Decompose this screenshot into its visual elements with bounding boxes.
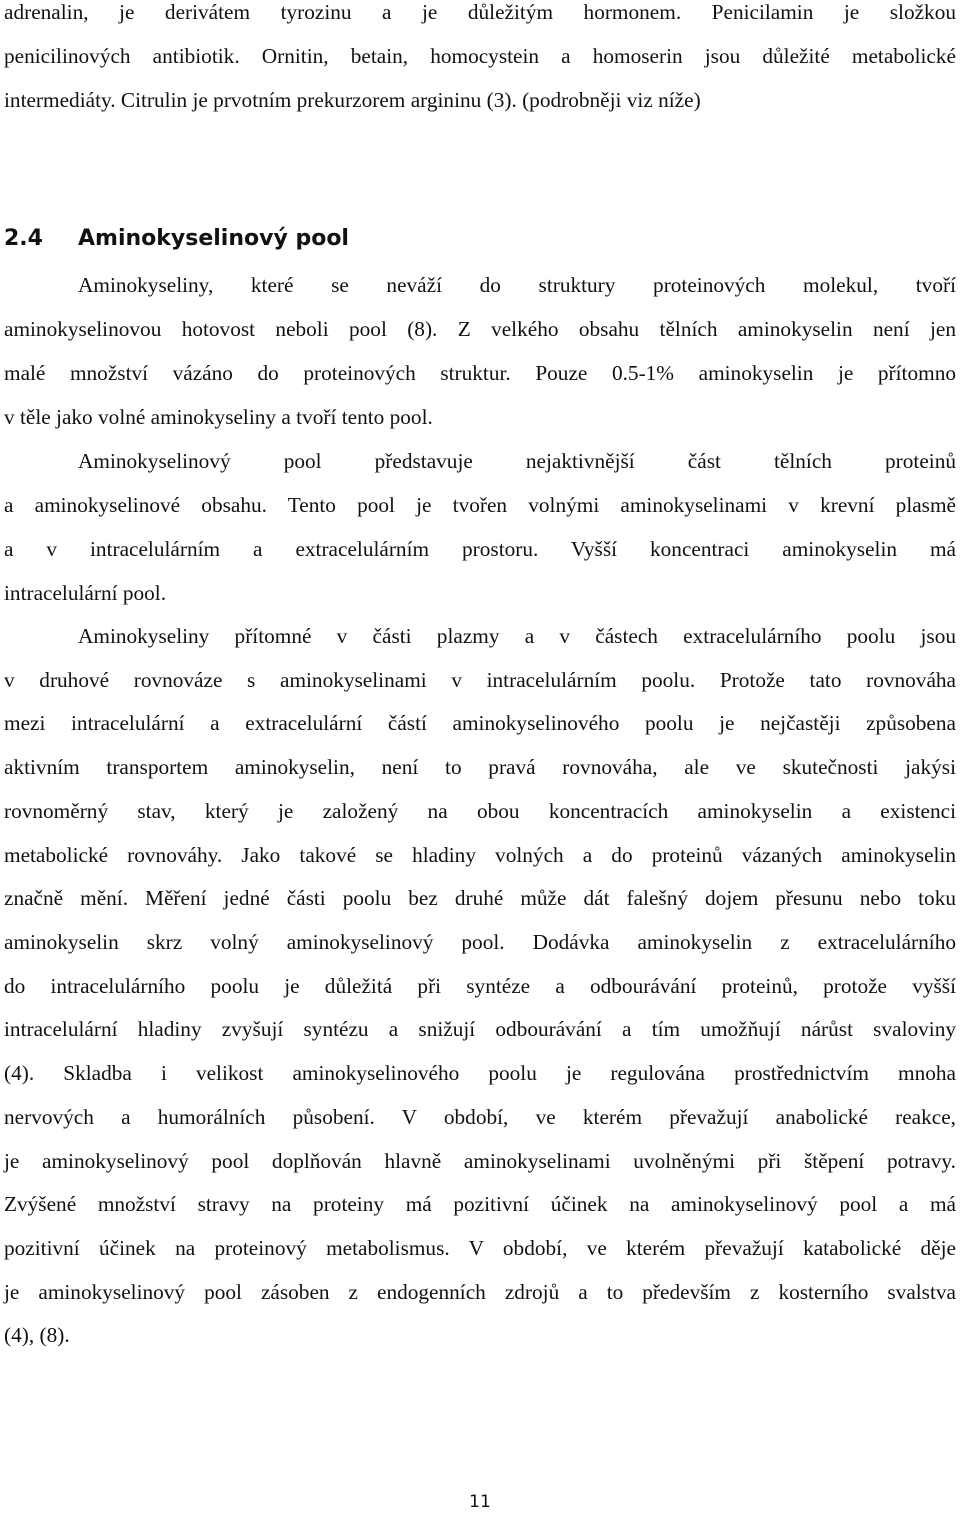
text-line: v druhové rovnováze s aminokyselinami v intracelulárním poolu. Protože tato rovnováha xyxy=(4,668,956,692)
section-title: Aminokyselinový pool xyxy=(78,226,349,251)
text-line: pozitivní účinek na proteinový metabolismus. V období, ve kterém převažují katabolické děje xyxy=(4,1236,956,1260)
text-line: je aminokyselinový pool zásoben z endogenních zdrojů a to především z kosterního svalstva xyxy=(4,1280,956,1304)
section-number: 2.4 xyxy=(4,226,43,251)
text-line: aktivním transportem aminokyselin, není to pravá rovnováha, ale ve skutečnosti jakýsi xyxy=(4,755,956,779)
text-line: značně mění. Měření jedné části poolu bez druhé může dát falešný dojem přesunu nebo toku xyxy=(4,886,956,910)
text-line: a aminokyselinové obsahu. Tento pool je tvořen volnými aminokyselinami v krevní plasmě xyxy=(4,493,956,517)
text-line: v těle jako volné aminokyseliny a tvoří tento pool. xyxy=(4,405,433,429)
text-line: malé množství vázáno do proteinových struktur. Pouze 0.5-1% aminokyselin je přítomno xyxy=(4,361,956,385)
text-line: a v intracelulárním a extracelulárním prostoru. Vyšší koncentraci aminokyselin má xyxy=(4,537,956,561)
text-line: penicilinových antibiotik. Ornitin, betain, homocystein a homoserin jsou důležité metabolické xyxy=(4,44,956,68)
text-line: adrenalin, je derivátem tyrozinu a je důležitým hormonem. Penicilamin je složkou xyxy=(4,0,956,24)
text-line: intermediáty. Citrulin je prvotním prekurzorem argininu (3). (podrobněji viz níže) xyxy=(4,88,701,112)
text-line: intracelulární hladiny zvyšují syntézu a snižují odbourávání a tím umožňují nárůst svaloviny xyxy=(4,1017,956,1041)
text-line: Aminokyseliny, které se neváží do struktury proteinových molekul, tvoří xyxy=(78,273,956,297)
text-line: aminokyselinovou hotovost neboli pool (8). Z velkého obsahu tělních aminokyselin není jen xyxy=(4,317,956,341)
page-number: 11 xyxy=(469,1492,491,1512)
text-line: metabolické rovnováhy. Jako takové se hladiny volných a do proteinů vázaných aminokyselin xyxy=(4,843,956,867)
text-line: Aminokyseliny přítomné v části plazmy a v částech extracelulárního poolu jsou xyxy=(78,624,956,648)
section-heading xyxy=(4,224,349,254)
text-line: intracelulární pool. xyxy=(4,581,167,605)
text-line: je aminokyselinový pool doplňován hlavně aminokyselinami uvolněnými při štěpení potravy. xyxy=(4,1149,956,1173)
text-line: Zvýšené množství stravy na proteiny má pozitivní účinek na aminokyselinový pool a má xyxy=(4,1192,956,1216)
text-line: Aminokyselinový pool představuje nejaktivnější část tělních proteinů xyxy=(78,449,956,473)
text-line: (4), (8). xyxy=(4,1323,70,1347)
text-line: nervových a humorálních působení. V období, ve kterém převažují anabolické reakce, xyxy=(4,1105,956,1129)
text-line: (4). Skladba i velikost aminokyselinového poolu je regulována prostřednictvím mnoha xyxy=(4,1061,956,1085)
text-line: mezi intracelulární a extracelulární částí aminokyselinového poolu je nejčastěji způsobena xyxy=(4,711,956,735)
text-line: do intracelulárního poolu je důležitá při syntéze a odbourávání proteinů, protože vyšší xyxy=(4,974,956,998)
text-line: rovnoměrný stav, který je založený na obou koncentracích aminokyselin a existenci xyxy=(4,799,956,823)
text-line: aminokyselin skrz volný aminokyselinový pool. Dodávka aminokyselin z extracelulárního xyxy=(4,930,956,954)
